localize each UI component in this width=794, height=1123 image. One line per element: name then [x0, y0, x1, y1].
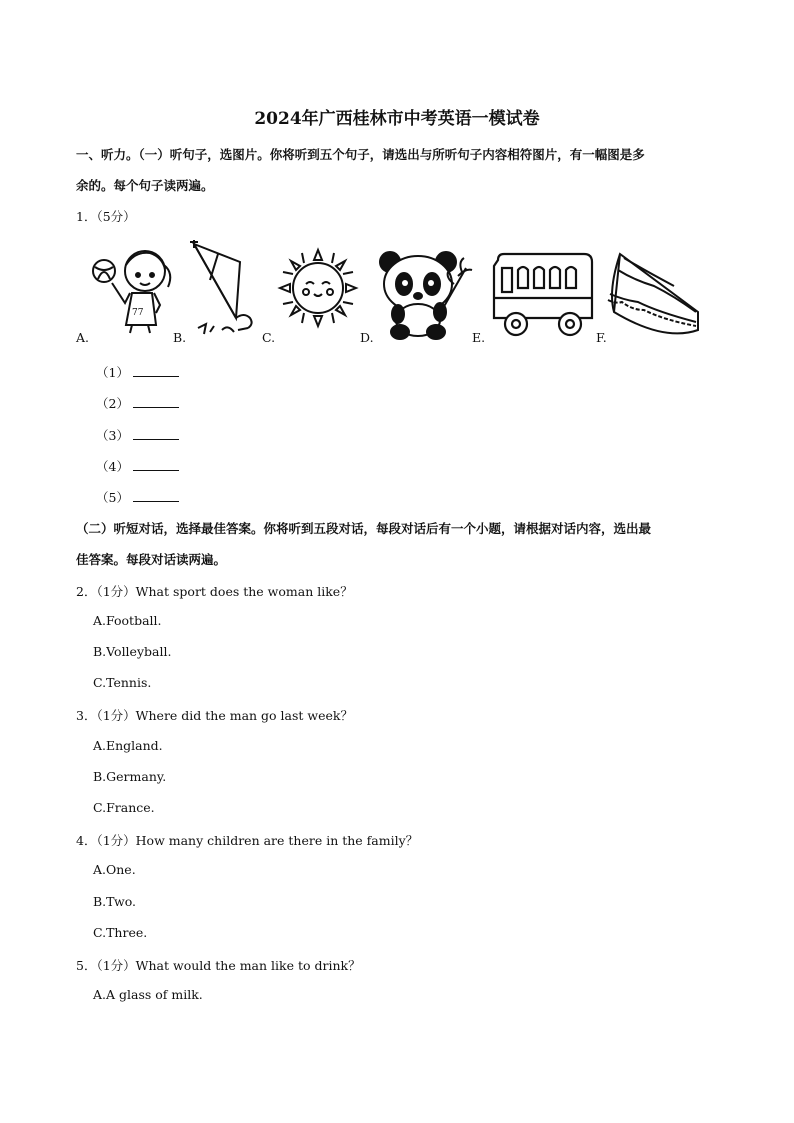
section2-heading-line2: 佳答案。每段对话读两遍。: [76, 552, 227, 567]
answer-blank-label: （2）: [96, 396, 129, 411]
question-3-label: 3．（1分）Where did the man go last week？: [76, 708, 353, 723]
answer-blank-1[interactable]: [96, 363, 179, 381]
picture-letter-b: B.: [173, 330, 187, 345]
question-4-label: 4．（1分）How many children are there in the family？: [76, 833, 419, 848]
picture-letter-f: F.: [596, 330, 607, 345]
section2-heading-line1: （二）听短对话，选择最佳答案。你将听到五段对话，每段对话后有一个小题，请根据对话内容，选出最: [76, 521, 652, 536]
picture-letter-e: E.: [472, 330, 486, 345]
question-2-option-b[interactable]: B.Volleyball.: [93, 644, 172, 659]
question-2-label: 2．（1分）What sport does the woman like？: [76, 584, 353, 599]
picture-letter-a: A.: [76, 330, 90, 345]
girl-with-ball-icon: [90, 243, 180, 335]
question-3-option-a[interactable]: A.England.: [93, 738, 163, 753]
kite-icon: [188, 240, 260, 338]
bus-icon: [490, 252, 596, 340]
answer-blank-label: （1）: [96, 365, 129, 380]
sandwich-icon: [604, 250, 704, 346]
question-2-option-c[interactable]: C.Tennis.: [93, 675, 152, 690]
question-1-label: 1．（5分）: [76, 209, 136, 224]
panda-icon: [376, 248, 476, 340]
answer-blank-4[interactable]: [96, 457, 179, 475]
question-3-option-b[interactable]: B.Germany.: [93, 769, 167, 784]
answer-blank-label: （5）: [96, 490, 129, 505]
question-5-label: 5．（1分）What would the man like to drink？: [76, 958, 361, 973]
answer-blank-label: （3）: [96, 428, 129, 443]
answer-blank-3[interactable]: [96, 426, 179, 444]
question-3-option-c[interactable]: C.France.: [93, 800, 155, 815]
svg-text:77: 77: [132, 308, 144, 318]
section1-heading-line1: 一、听力。（一）听句子，选图片。你将听到五个句子，请选出与所听句子内容相符图片，有一幅图是多: [76, 147, 645, 162]
answer-blank-5[interactable]: [96, 488, 179, 506]
question-2-option-a[interactable]: A.Football.: [93, 613, 162, 628]
answer-blank-2[interactable]: [96, 394, 179, 412]
picture-letter-c: C.: [262, 330, 276, 345]
answer-blank-label: （4）: [96, 459, 129, 474]
page-title: 2024年广西桂林市中考英语一模试卷: [254, 109, 540, 129]
question-4-option-c[interactable]: C.Three.: [93, 925, 148, 940]
question-5-option-a[interactable]: A.A glass of milk.: [93, 987, 203, 1002]
sun-icon: [276, 246, 360, 330]
picture-letter-d: D.: [360, 330, 374, 345]
question-4-option-b[interactable]: B.Two.: [93, 894, 137, 909]
section1-heading-line2: 余的。每个句子读两遍。: [76, 178, 214, 193]
question-4-option-a[interactable]: A.One.: [93, 862, 136, 877]
